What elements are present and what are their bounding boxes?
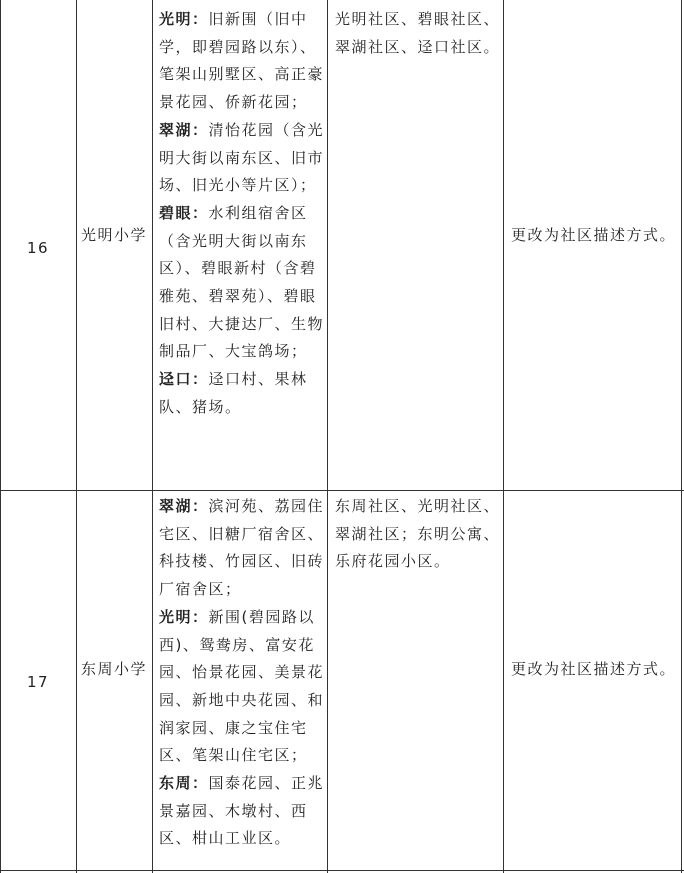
area-description: 旧新围（旧中学，即碧园路以东）、笔架山别墅区、高正豪景花园、侨新花园；	[159, 10, 325, 112]
area-name: 翠湖：	[159, 497, 209, 515]
area-section	[159, 6, 325, 117]
column-divider	[503, 0, 504, 873]
row-number-cell: 16	[26, 239, 50, 257]
column-divider	[327, 0, 328, 873]
community-cell: 光明社区、碧眼社区、翠湖社区、迳口社区。	[335, 10, 501, 56]
row-divider	[0, 490, 684, 491]
area-section	[159, 493, 325, 604]
area-name: 翠湖：	[159, 120, 209, 139]
area-description: 国泰花园、正兆景嘉园、木墩村、西区、柑山工业区。	[159, 774, 325, 848]
area-section	[159, 200, 325, 366]
column-divider	[76, 0, 77, 873]
service-area-cell	[159, 493, 325, 853]
area-description: 清怡花园（含光明大街以南东区、旧市场、旧光小等片区）；	[159, 120, 325, 195]
area-name: 光明：	[159, 10, 209, 28]
area-description: 新围(碧园路以西)、鸳鸯房、富安花园、怡景花园、美景花园、新地中央花园、和润家园、康之宝住宅区、笔架山住宅区；	[159, 607, 325, 765]
row-number-cell: 17	[26, 673, 50, 691]
column-divider	[152, 0, 153, 873]
area-section	[159, 366, 325, 421]
area-description: 迳口村、果林队、猪场。	[159, 370, 308, 416]
area-description: 水利组宿舍区（含光明大街以南东区）、碧眼新村（含碧雅苑、碧翠苑）、碧眼旧村、大捷达厂、生物制品厂、大宝鸽场；	[159, 203, 325, 361]
remark-cell: 更改为社区描述方式。	[511, 226, 677, 244]
area-name: 东周：	[159, 774, 209, 793]
area-name: 碧眼：	[159, 203, 209, 222]
area-section	[159, 770, 325, 853]
area-description: 滨河苑、荔园住宅区、旧糖厂宿舍区、科技楼、竹园区、旧砖厂宿舍区；	[159, 497, 325, 599]
table-border-right	[681, 0, 682, 873]
table-border-left	[0, 0, 1, 873]
school-name-cell: 东周小学	[81, 660, 148, 678]
area-name: 光明：	[159, 607, 209, 626]
school-name-cell: 光明小学	[81, 226, 148, 244]
area-name: 迳口：	[159, 370, 209, 389]
area-section	[159, 604, 325, 770]
table-border-bottom	[0, 870, 684, 871]
area-section	[159, 117, 325, 200]
community-cell: 东周社区、光明社区、翠湖社区；东明公寓、乐府花园小区。	[335, 497, 501, 571]
remark-cell: 更改为社区描述方式。	[511, 660, 677, 678]
service-area-cell	[159, 6, 325, 422]
